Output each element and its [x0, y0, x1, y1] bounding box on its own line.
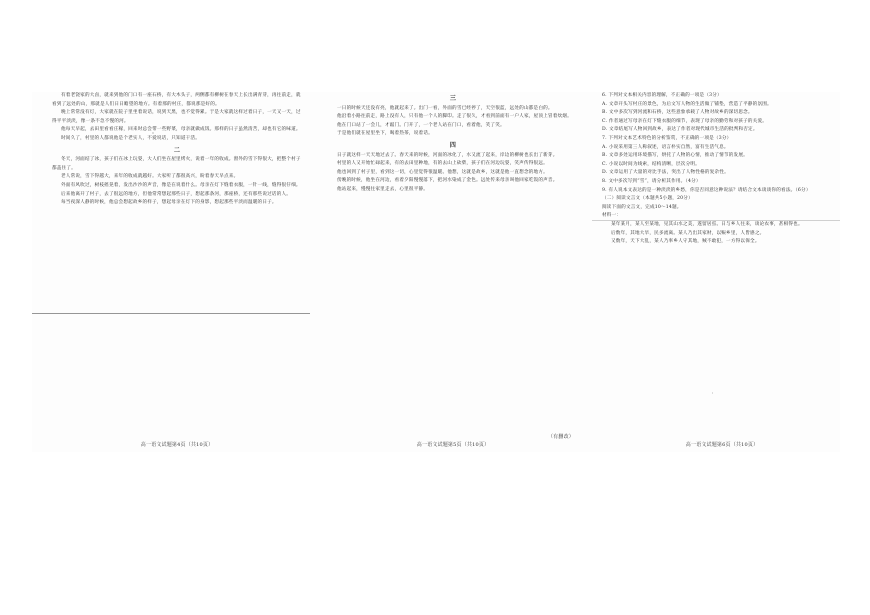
section-number: 三	[449, 95, 457, 102]
scan-speck	[442, 180, 444, 181]
paragraph: 时间久了，村里的人都说他是个老实人，不爱说话，只知道干活。	[61, 135, 201, 141]
page-column-5	[328, 92, 578, 452]
column-4-paragraphs-2	[52, 156, 302, 208]
question-line: （二）阅读文言文（本题共5小题，20分）	[602, 196, 693, 202]
paragraph: 每当夜深人静的时候，他总会想起故乡的样子，想起母亲在灯下的身影，想起那些平淡而温暖的日子。	[61, 200, 277, 206]
question-line: 6. 下列对文本相关内容的理解，不正确的一项是（3分）	[602, 93, 722, 98]
paragraph: 又数年，天下大乱，某人乃率乡人守其地，贼不敢犯，一方得以保全。	[611, 239, 760, 245]
question-line: D. 文章运用了大量的对比手法，突出了人物性格的复杂性。	[602, 170, 729, 176]
page-column-6	[602, 92, 842, 452]
paragraph: 外面有风吹过，树枝摇晃着，发出沙沙的声音，像是在说着什么。母亲在灯下缝着衣服，一针一线，缝得很仔细。	[61, 182, 301, 188]
question-line: 7. 下列对文本艺术特色的分析鉴赏，不正确的一项是（3分）	[602, 135, 732, 141]
source-note: （有删改）	[547, 434, 574, 441]
paragraph: 村里的人又开始忙碌起来，有的去田里种地，有的去山上砍柴，孩子们在河边玩耍，笑声传得很远。	[337, 161, 548, 167]
paragraph: 他站起来，慢慢往家里走去，心里很平静。	[337, 186, 429, 192]
scan-line	[592, 220, 840, 221]
question-line: 8. 文中多次写到“雪”，请分析其作用。（4分）	[602, 178, 701, 184]
question-line: A. 文章开头写村庄的景色，为后文写人物的生活做了铺垫，营造了平静的氛围。	[602, 101, 772, 107]
paragraph: 老人常说，雪下得越大，来年的收成就越好。大家听了都很高兴，盼着春天早点来。	[61, 174, 239, 180]
column-4-paragraphs	[52, 92, 302, 144]
question-line: B. 文章多处运用环境描写，烘托了人物的心情，推动了情节的发展。	[602, 153, 748, 159]
scan-speck	[152, 132, 154, 134]
section-number: 二	[173, 146, 181, 154]
paragraph: 他也回到了村子里，看到这一切，心里觉得很温暖。他想，这就是故乡，这就是他一直想念的地方。	[337, 169, 548, 175]
question-line: 9. 有人说本文表达的是一种淡淡的乡愁，你是否同意这种说法？请结合文本谈谈你的看法。（6分）	[602, 187, 811, 193]
page-footer: 高一语文试题第5页（共10页）	[416, 442, 490, 449]
paragraph: 一日的时候天还没有亮，他就起来了。出门一看，外面的雪已经停了，天空很蓝，远处的山都是白的。	[337, 105, 553, 111]
paragraph: 傍晚的时候，他坐在河边，看着夕阳慢慢落下，把河水染成了金色。远处传来母亲叫他回家吃饭的声音。	[337, 178, 558, 184]
question-line: D. 文章结尾写人物回到故乡，表达了作者对现代城市生活的批判和否定。	[602, 127, 758, 133]
paragraph: 日子就这样一天天地过去了。春天来的时候，河面的冰化了，水又流了起来，岸边的柳树也长出了新芽。	[337, 152, 558, 158]
page-column-4	[52, 92, 302, 452]
question-line: C. 小说以时间为线索，结构清晰，层次分明。	[602, 161, 700, 167]
column-5-paragraphs-2	[328, 152, 578, 195]
paragraph: 后来他离开了村子，去了很远的地方，但他常常想起那些日子，想起那条河，那座桥，还有那些说过话的人。	[61, 191, 292, 197]
question-line: 材料一：	[602, 213, 622, 219]
column-5-paragraphs	[328, 105, 578, 139]
paragraph: 他在门口站了一会儿，才敲门。门开了，一个老人站在门口，看着他，笑了笑。	[337, 122, 505, 128]
scan-line	[32, 313, 310, 314]
question-line: A. 小说采用第三人称叙述，语言朴实自然，富有生活气息。	[602, 144, 729, 150]
question-line: 阅读下面的文言文，完成10～14题。	[602, 204, 682, 210]
scanned-exam-sheet	[32, 92, 840, 452]
paragraph: 他每天早起，去田里看看庄稼，回来时总会带一些野菜，母亲就做成饭。那样的日子虽然清苦，却也有它的味道。	[61, 127, 301, 133]
paragraph: 他沿着小路往前走，路上没有人，只有他一个人的脚印。走了很久，才看到前面有一户人家，屋顶上冒着炊烟。	[337, 114, 572, 120]
section-number: 四	[449, 141, 457, 149]
question-line: B. 文中多次写到河流和石桥，这些意象承载了人物对故乡的深切思念。	[602, 110, 753, 116]
paragraph: 某年某月，某人至某地，见其山水之美，遂留居焉。日与乡人往来，谈论农事，甚相得也。	[611, 221, 803, 227]
paragraph: 有着老饶家的大卤，就来到他的门口有一座石桥，有大木头子，两侧都有柳树在春天上长出满青芽，再往前走，就看到了远处的山，那就是人们日日瞻望的地方。有着那的村庄，都说那是好的。	[52, 93, 301, 107]
page-footer: 高一语文试题第4页（共10页）	[140, 442, 214, 449]
paragraph: 于是他们就在屋里坐下，喝着热茶，说着话。	[337, 131, 433, 137]
column-6-questions	[602, 92, 842, 247]
paragraph: 后数年，其地大旱，民多流离。某人乃出其家财，以赈乡里，人皆感之。	[611, 230, 765, 236]
paragraph: 晚上常常没有灯，大家就在院子里坐着说话，说到天黑，也不觉得累。于是大家就这样过着日子，一天又一天，过得平平淡淡，像一条不急不慢的河。	[52, 110, 301, 124]
question-line: C. 作者通过写母亲在灯下缝衣服的细节，表现了母亲的勤劳和对孩子的关爱。	[602, 118, 768, 124]
paragraph: 冬天，河面结了冰，孩子们在冰上玩耍，大人们坐在屋里烤火，说着一年的收成。窗外的雪下得很大，把整个村子都盖住了。	[52, 157, 301, 171]
scan-speck	[712, 392, 713, 394]
page-footer: 高一语文试题第6页（共10页）	[685, 442, 759, 449]
